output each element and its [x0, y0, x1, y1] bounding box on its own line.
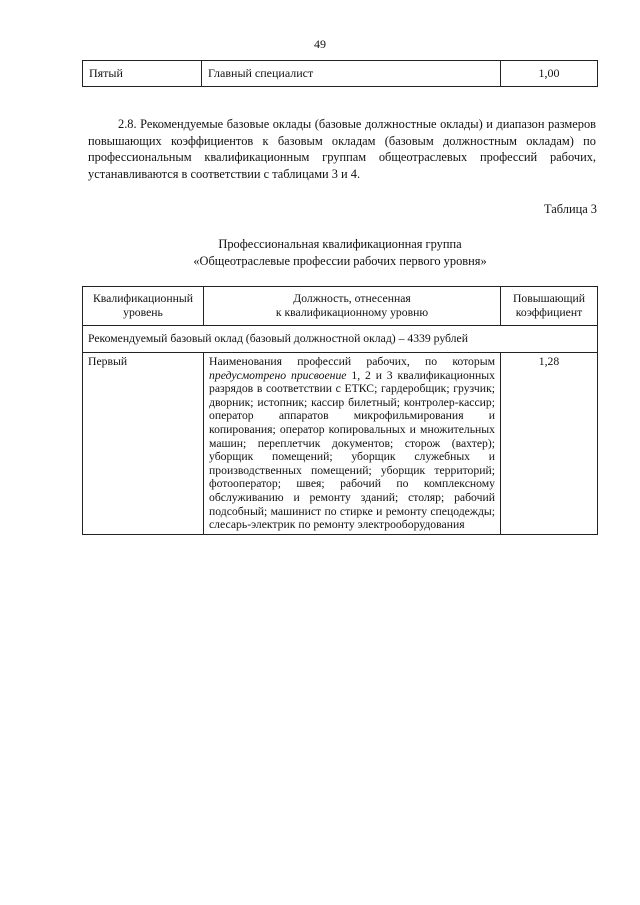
- qualification-table: [82, 286, 598, 535]
- header-position: [204, 287, 501, 326]
- professions-prefix: Наименования профессий рабочих, по которым: [209, 355, 495, 368]
- level-cell: Первый: [83, 353, 204, 535]
- header-position-line-1: Должность, отнесенная: [293, 292, 411, 306]
- table-caption: Таблица 3: [544, 202, 597, 216]
- salary-row: [83, 326, 598, 353]
- group-title: [82, 236, 598, 269]
- table-row: [83, 353, 598, 535]
- table-row: [83, 61, 598, 87]
- page-number: 49: [314, 37, 326, 51]
- header-level-line-2: уровень: [123, 306, 163, 319]
- previous-table-fragment: [82, 60, 598, 87]
- professions-italic: предусмотрено присвоение: [209, 368, 347, 382]
- position-cell: Главный специалист: [202, 61, 501, 87]
- table-header-row: [83, 287, 598, 326]
- header-coefficient-line-1: Повышающий: [512, 292, 586, 306]
- coefficient-cell: 1,00: [501, 61, 598, 87]
- header-coefficient-line-2: коэффициент: [515, 306, 583, 319]
- header-coefficient: [501, 287, 598, 326]
- group-title-line-2: «Общеотраслевые профессии рабочих первого уровня»: [193, 253, 487, 268]
- header-level: [83, 287, 204, 326]
- professions-cell: [204, 353, 501, 535]
- coefficient-cell: 1,28: [501, 353, 598, 535]
- intro-paragraph: 2.8. Рекомендуемые базовые оклады (базовые должностные оклады) и диапазон размеров повышающих коэффициентов к базовым окладам (базовым должностным окладам) по профессиональным квалификационным группам общеотраслевых профессий рабочих, устанавливаются в соответствии с таблицами 3 и 4.: [88, 117, 596, 181]
- header-level-line-1: Квалификационный: [92, 292, 194, 306]
- group-title-line-1: Профессиональная квалификационная группа: [218, 237, 462, 251]
- professions-rest: 1, 2 и 3 квалификационных разрядов в соответствии с ЕТКС; гардеробщик; грузчик; дворник; истопник; кассир билетный; контролер-кассир; оператор аппаратов микрофильмирования и копирования; оператор копировальных и множительных машин; переплетчик документов; сторож (вахтер); уборщик помещений; уборщик служебных и производственных помещений; уборщик территорий; фотооператор; швея; рабочий по комплексному обслуживанию и ремонту зданий; столяр; рабочий подсобный; машинист по стирке и ремонту спецодежды; слесарь-электрик по ремонту электрооборудования: [209, 368, 495, 532]
- header-position-line-2: к квалификационному уровню: [275, 306, 429, 319]
- level-cell: Пятый: [83, 61, 202, 87]
- salary-cell: Рекомендуемый базовый оклад (базовый должностной оклад) – 4339 рублей: [83, 326, 598, 353]
